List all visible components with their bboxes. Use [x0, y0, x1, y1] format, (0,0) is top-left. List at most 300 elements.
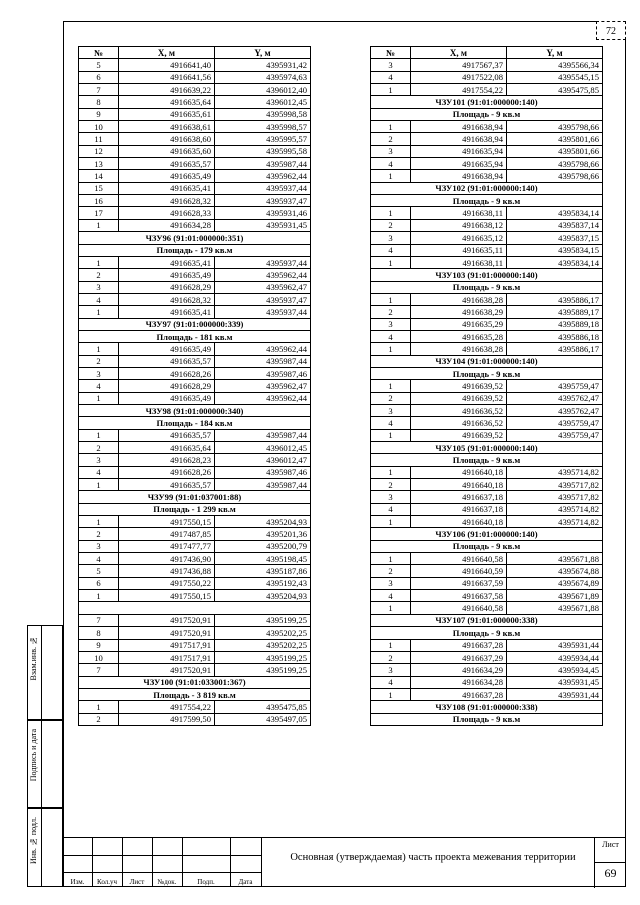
x-coordinate: 4916637,28	[411, 639, 507, 651]
y-coordinate: 4395889,18	[507, 318, 603, 330]
table-row	[79, 281, 311, 293]
table-row	[79, 639, 311, 651]
header-x: X, м	[411, 47, 507, 59]
point-number: 3	[371, 59, 411, 71]
point-number: 1	[371, 256, 411, 268]
y-coordinate: 4395199,25	[215, 614, 311, 626]
section-header: ЧЗУ106 (91:01:000000:140)	[371, 528, 603, 540]
x-coordinate: 4916635,61	[119, 108, 215, 120]
x-coordinate: 4916638,94	[411, 121, 507, 133]
x-coordinate: 4916635,94	[411, 158, 507, 170]
section-header: ЧЗУ108 (91:01:000000:338)	[371, 701, 603, 713]
document-title: Основная (утверждаемая) часть проекта межевания территории	[290, 852, 576, 863]
x-coordinate: 4916638,60	[119, 133, 215, 145]
point-number: 2	[371, 392, 411, 404]
table-row	[79, 466, 311, 478]
point-number: 8	[79, 627, 119, 639]
x-coordinate: 4917517,91	[119, 639, 215, 651]
table-row	[79, 293, 311, 305]
y-coordinate: 4395995,58	[215, 145, 311, 157]
y-coordinate: 4395934,45	[507, 664, 603, 676]
table-row	[79, 207, 311, 219]
x-coordinate: 4916635,49	[119, 392, 215, 404]
table-header-row	[371, 47, 603, 59]
table-row	[79, 701, 311, 713]
table-row	[371, 343, 603, 355]
section-header-row	[371, 195, 603, 207]
page-tag: 72	[596, 21, 626, 40]
point-number: 1	[371, 121, 411, 133]
section-header-row	[79, 417, 311, 429]
x-coordinate: 4916628,33	[119, 207, 215, 219]
x-coordinate: 4916638,28	[411, 343, 507, 355]
table-row	[79, 256, 311, 268]
y-coordinate: 4395937,44	[215, 182, 311, 194]
title-block	[63, 837, 626, 887]
x-coordinate: 4916636,52	[411, 404, 507, 416]
table-row	[371, 293, 603, 305]
table-row	[79, 96, 311, 108]
y-coordinate: 4395987,46	[215, 466, 311, 478]
y-coordinate: 4395717,82	[507, 479, 603, 491]
x-coordinate: 4916628,26	[119, 466, 215, 478]
y-coordinate: 4396012,45	[215, 96, 311, 108]
table-row	[79, 479, 311, 491]
y-coordinate: 4395998,57	[215, 121, 311, 133]
point-number: 1	[79, 392, 119, 404]
section-header-row	[371, 182, 603, 194]
section-header-row	[79, 244, 311, 256]
y-coordinate: 4395201,36	[215, 528, 311, 540]
point-number: 1	[371, 466, 411, 478]
side-label-inv-orig: Инв. № подл.	[29, 817, 38, 864]
table-row	[371, 688, 603, 700]
table-row	[371, 577, 603, 589]
point-number: 5	[79, 565, 119, 577]
y-coordinate: 4395889,17	[507, 306, 603, 318]
x-coordinate: 4916634,28	[119, 219, 215, 231]
x-coordinate: 4916636,52	[411, 417, 507, 429]
x-coordinate: 4917522,08	[411, 71, 507, 83]
section-header-row	[371, 701, 603, 713]
point-number: 10	[79, 651, 119, 663]
y-coordinate: 4395798,66	[507, 158, 603, 170]
table-row	[371, 404, 603, 416]
y-coordinate: 4395937,47	[215, 195, 311, 207]
table-row	[371, 479, 603, 491]
stamp-col-change: Изм.	[70, 878, 85, 886]
x-coordinate: 4916634,29	[411, 664, 507, 676]
y-coordinate: 4395759,47	[507, 429, 603, 441]
y-coordinate: 4395998,58	[215, 108, 311, 120]
section-header: Площадь - 9 кв.м	[371, 713, 603, 725]
y-coordinate: 4395714,82	[507, 516, 603, 528]
point-number: 2	[79, 528, 119, 540]
table-row	[79, 651, 311, 663]
table-row	[79, 145, 311, 157]
table-row	[371, 664, 603, 676]
section-header: ЧЗУ98 (91:01:000000:340)	[79, 404, 311, 416]
x-coordinate: 4916640,18	[411, 479, 507, 491]
y-coordinate: 4395762,47	[507, 392, 603, 404]
table-row	[79, 84, 311, 96]
point-number: 2	[79, 269, 119, 281]
y-coordinate: 4395931,44	[507, 688, 603, 700]
x-coordinate: 4916637,18	[411, 491, 507, 503]
point-number: 1	[79, 429, 119, 441]
table-row	[371, 59, 603, 71]
table-row	[79, 71, 311, 83]
table-row	[371, 306, 603, 318]
point-number: 10	[79, 121, 119, 133]
point-number: 1	[371, 170, 411, 182]
y-coordinate: 4395202,25	[215, 627, 311, 639]
sheet-number-box	[594, 838, 626, 888]
point-number: 13	[79, 158, 119, 170]
section-header-row	[371, 627, 603, 639]
y-coordinate: 4395714,82	[507, 466, 603, 478]
table-row	[371, 466, 603, 478]
section-header: ЧЗУ102 (91:01:000000:140)	[371, 182, 603, 194]
point-number: 4	[371, 158, 411, 170]
x-coordinate: 4916628,23	[119, 454, 215, 466]
section-header-row	[371, 540, 603, 552]
y-coordinate: 4395798,66	[507, 170, 603, 182]
y-coordinate: 4395962,44	[215, 269, 311, 281]
section-header-row	[371, 614, 603, 626]
y-coordinate: 4395937,44	[215, 306, 311, 318]
x-coordinate: 4916638,94	[411, 170, 507, 182]
table-row	[79, 442, 311, 454]
x-coordinate: 4917520,91	[119, 614, 215, 626]
y-coordinate: 4395937,44	[215, 256, 311, 268]
table-row	[371, 676, 603, 688]
x-coordinate: 4916635,41	[119, 306, 215, 318]
table-row	[371, 380, 603, 392]
point-number: 9	[79, 639, 119, 651]
point-number: 3	[371, 404, 411, 416]
section-header-row	[371, 442, 603, 454]
x-coordinate: 4917550,15	[119, 590, 215, 602]
section-header: Площадь - 179 кв.м	[79, 244, 311, 256]
point-number: 7	[79, 664, 119, 676]
table-row	[79, 367, 311, 379]
table-row	[79, 627, 311, 639]
table-row	[79, 429, 311, 441]
y-coordinate: 4395834,15	[507, 244, 603, 256]
point-number: 1	[371, 293, 411, 305]
x-coordinate: 4916628,32	[119, 195, 215, 207]
point-number: 1	[371, 553, 411, 565]
y-coordinate: 4395931,45	[215, 219, 311, 231]
x-coordinate: 4916635,57	[119, 479, 215, 491]
section-header-row	[371, 528, 603, 540]
x-coordinate: 4917436,90	[119, 553, 215, 565]
x-coordinate: 4916638,11	[411, 207, 507, 219]
x-coordinate: 4916635,57	[119, 355, 215, 367]
table-row	[79, 528, 311, 540]
x-coordinate: 4916640,58	[411, 602, 507, 614]
x-coordinate: 4916640,58	[411, 553, 507, 565]
table-row	[79, 306, 311, 318]
x-coordinate: 4916638,11	[411, 256, 507, 268]
point-number: 3	[79, 367, 119, 379]
point-number: 4	[371, 330, 411, 342]
point-number: 6	[79, 577, 119, 589]
point-number: 1	[371, 343, 411, 355]
y-coordinate: 4395801,66	[507, 145, 603, 157]
y-coordinate: 4395886,18	[507, 330, 603, 342]
table-row	[79, 355, 311, 367]
table-row	[79, 158, 311, 170]
x-coordinate: 4916635,60	[119, 145, 215, 157]
x-coordinate: 4916635,57	[119, 158, 215, 170]
stamp-col-date: Дата	[238, 878, 253, 886]
section-header: ЧЗУ103 (91:01:000000:140)	[371, 269, 603, 281]
table-row	[371, 71, 603, 83]
y-coordinate: 4395497,05	[215, 713, 311, 725]
section-header-row	[79, 404, 311, 416]
table-row	[79, 516, 311, 528]
section-header-row	[371, 96, 603, 108]
table-row	[79, 343, 311, 355]
table-row	[371, 330, 603, 342]
table-row	[79, 170, 311, 182]
section-header-row	[79, 318, 311, 330]
table-row	[371, 553, 603, 565]
y-coordinate: 4395801,66	[507, 133, 603, 145]
point-number: 3	[79, 281, 119, 293]
x-coordinate: 4916635,64	[119, 442, 215, 454]
y-coordinate: 4395200,79	[215, 540, 311, 552]
point-number: 1	[79, 701, 119, 713]
side-block-signature	[27, 720, 63, 808]
point-number: 2	[79, 355, 119, 367]
section-header-row	[371, 713, 603, 725]
point-number: 1	[371, 84, 411, 96]
x-coordinate: 4916640,59	[411, 565, 507, 577]
point-number: 4	[79, 293, 119, 305]
x-coordinate: 4917554,22	[119, 701, 215, 713]
point-number: 8	[79, 96, 119, 108]
x-coordinate: 4917487,85	[119, 528, 215, 540]
side-label-signature: Подпись и дата	[29, 729, 38, 782]
point-number: 5	[79, 59, 119, 71]
y-coordinate: 4396012,47	[215, 454, 311, 466]
point-number: 3	[371, 491, 411, 503]
y-coordinate: 4395717,82	[507, 491, 603, 503]
table-row	[371, 503, 603, 515]
section-header: Площадь - 9 кв.м	[371, 367, 603, 379]
header-y: Y, м	[507, 47, 603, 59]
x-coordinate: 4917550,22	[119, 577, 215, 589]
x-coordinate: 4916628,26	[119, 367, 215, 379]
y-coordinate: 4395759,47	[507, 417, 603, 429]
section-header-row	[371, 367, 603, 379]
point-number: 2	[79, 442, 119, 454]
x-coordinate: 4917517,91	[119, 651, 215, 663]
y-coordinate: 4395202,25	[215, 639, 311, 651]
table-row	[79, 380, 311, 392]
x-coordinate: 4917477,77	[119, 540, 215, 552]
y-coordinate: 4395199,25	[215, 651, 311, 663]
y-coordinate: 4395475,85	[507, 84, 603, 96]
table-row	[79, 108, 311, 120]
point-number: 3	[371, 232, 411, 244]
stamp-col-count: Кол.уч	[97, 878, 117, 886]
y-coordinate: 4395962,44	[215, 170, 311, 182]
section-header: Площадь - 1 299 кв.м	[79, 503, 311, 515]
section-header: ЧЗУ99 (91:01:037001:88)	[79, 491, 311, 503]
point-number: 12	[79, 145, 119, 157]
table-row	[371, 121, 603, 133]
x-coordinate: 4916637,18	[411, 503, 507, 515]
point-number: 1	[371, 602, 411, 614]
table-row	[79, 392, 311, 404]
section-header: ЧЗУ101 (91:01:000000:140)	[371, 96, 603, 108]
side-block-inv-orig	[27, 808, 63, 887]
table-row	[371, 602, 603, 614]
y-coordinate: 4395974,63	[215, 71, 311, 83]
x-coordinate: 4916635,49	[119, 269, 215, 281]
point-number: 1	[79, 516, 119, 528]
x-coordinate: 4916640,18	[411, 516, 507, 528]
y-coordinate: 4396012,40	[215, 84, 311, 96]
point-number: 1	[371, 639, 411, 651]
x-coordinate: 4916635,29	[411, 318, 507, 330]
section-header-row	[79, 688, 311, 700]
point-number: 14	[79, 170, 119, 182]
x-coordinate: 4916635,28	[411, 330, 507, 342]
point-number: 1	[79, 256, 119, 268]
x-coordinate: 4916637,28	[411, 688, 507, 700]
point-number: 1	[371, 207, 411, 219]
y-coordinate: 4395886,17	[507, 343, 603, 355]
point-number: 2	[371, 565, 411, 577]
y-coordinate: 4395987,44	[215, 429, 311, 441]
header-number: №	[79, 47, 119, 59]
section-header-row	[371, 108, 603, 120]
table-row	[371, 232, 603, 244]
point-number: 4	[371, 71, 411, 83]
x-coordinate: 4916637,58	[411, 590, 507, 602]
x-coordinate: 4917436,88	[119, 565, 215, 577]
y-coordinate: 4395837,15	[507, 232, 603, 244]
y-coordinate: 4395987,44	[215, 355, 311, 367]
point-number: 1	[79, 219, 119, 231]
x-coordinate: 4916635,41	[119, 182, 215, 194]
x-coordinate: 4916637,29	[411, 651, 507, 663]
table-row	[79, 664, 311, 676]
table-row	[371, 219, 603, 231]
point-number: 4	[79, 553, 119, 565]
table-row	[79, 133, 311, 145]
y-coordinate: 4395995,57	[215, 133, 311, 145]
point-number: 1	[79, 479, 119, 491]
y-coordinate: 4395834,14	[507, 207, 603, 219]
point-number: 2	[371, 219, 411, 231]
section-header: Площадь - 3 819 кв.м	[79, 688, 311, 700]
y-coordinate: 4395545,15	[507, 71, 603, 83]
y-coordinate: 4395931,46	[215, 207, 311, 219]
table-row	[371, 417, 603, 429]
table-row	[371, 651, 603, 663]
table-row	[79, 553, 311, 565]
y-coordinate: 4395931,44	[507, 639, 603, 651]
table-row	[371, 145, 603, 157]
section-header: ЧЗУ96 (91:01:000000:351)	[79, 232, 311, 244]
table-row	[371, 170, 603, 182]
table-row	[79, 565, 311, 577]
sheet-number: 69	[595, 862, 626, 881]
point-number: 16	[79, 195, 119, 207]
point-number: 4	[371, 676, 411, 688]
y-coordinate: 4395931,45	[507, 676, 603, 688]
y-coordinate: 4395937,47	[215, 293, 311, 305]
point-number: 3	[79, 454, 119, 466]
stamp-col-sheet: Лист	[129, 878, 145, 886]
point-number: 9	[79, 108, 119, 120]
x-coordinate: 4916639,52	[411, 392, 507, 404]
section-header	[79, 602, 311, 614]
x-coordinate: 4916634,28	[411, 676, 507, 688]
y-coordinate: 4395566,34	[507, 59, 603, 71]
section-header-row	[79, 503, 311, 515]
x-coordinate: 4916635,12	[411, 232, 507, 244]
y-coordinate: 4395962,44	[215, 343, 311, 355]
side-block-replace-inv	[27, 625, 63, 720]
stamp-col-signature: Подп.	[197, 878, 215, 886]
x-coordinate: 4916635,49	[119, 343, 215, 355]
y-coordinate: 4395204,93	[215, 516, 311, 528]
y-coordinate: 4395962,47	[215, 380, 311, 392]
y-coordinate: 4395192,43	[215, 577, 311, 589]
table-row	[371, 491, 603, 503]
table-row	[79, 59, 311, 71]
table-row	[79, 713, 311, 725]
x-coordinate: 4916638,29	[411, 306, 507, 318]
point-number: 3	[371, 318, 411, 330]
section-header-row	[79, 491, 311, 503]
point-number: 2	[371, 306, 411, 318]
y-coordinate: 4395987,44	[215, 479, 311, 491]
x-coordinate: 4916638,12	[411, 219, 507, 231]
point-number: 2	[371, 479, 411, 491]
table-row	[371, 84, 603, 96]
table-row	[371, 392, 603, 404]
y-coordinate: 4395674,89	[507, 577, 603, 589]
x-coordinate: 4916635,94	[411, 145, 507, 157]
x-coordinate: 4917550,15	[119, 516, 215, 528]
table-row	[79, 195, 311, 207]
x-coordinate: 4916638,94	[411, 133, 507, 145]
x-coordinate: 4916628,32	[119, 293, 215, 305]
x-coordinate: 4917520,91	[119, 664, 215, 676]
y-coordinate: 4395798,66	[507, 121, 603, 133]
table-row	[371, 318, 603, 330]
section-header-row	[371, 355, 603, 367]
point-number: 3	[371, 145, 411, 157]
y-coordinate: 4395762,47	[507, 404, 603, 416]
table-row	[79, 269, 311, 281]
table-row	[371, 158, 603, 170]
section-header-row	[371, 454, 603, 466]
table-row	[79, 540, 311, 552]
point-number: 4	[371, 503, 411, 515]
point-number: 4	[79, 380, 119, 392]
y-coordinate: 4395931,42	[215, 59, 311, 71]
table-row	[371, 256, 603, 268]
